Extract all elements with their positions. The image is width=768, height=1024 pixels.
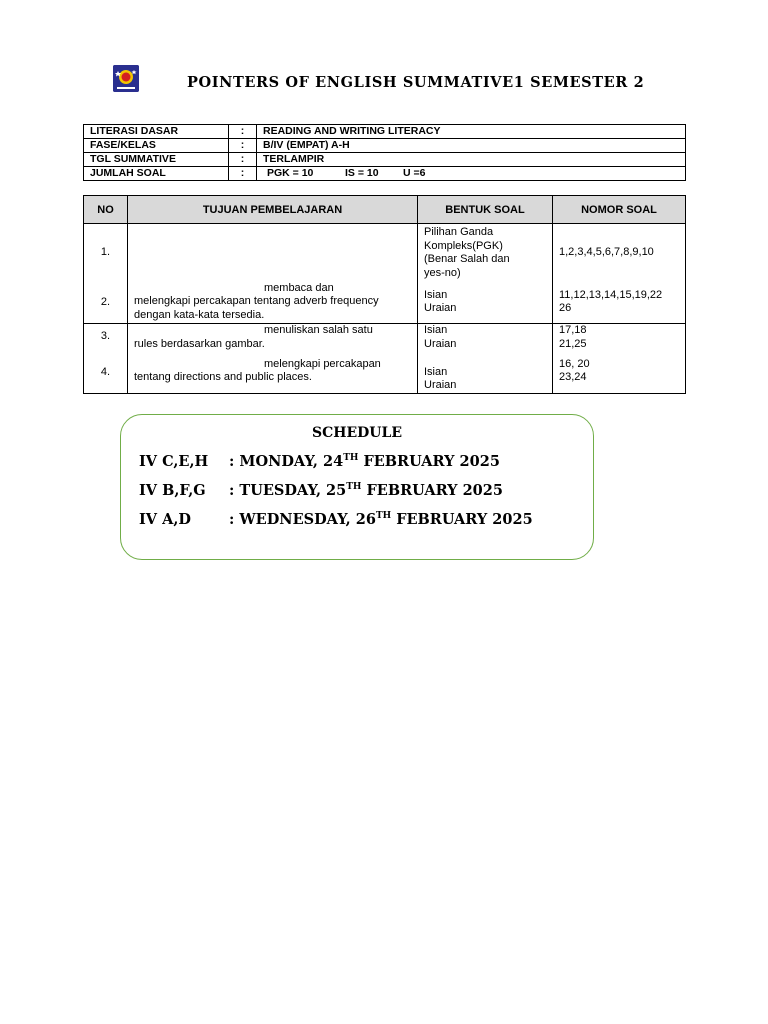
row-goal bbox=[128, 282, 418, 324]
goal-lead: melengkapi percakapan bbox=[264, 357, 381, 370]
row-numbers bbox=[553, 358, 686, 394]
header-numbers: NOMOR SOAL bbox=[553, 196, 686, 224]
row-goal bbox=[128, 324, 418, 358]
schedule-title: SCHEDULE bbox=[311, 425, 402, 441]
info-colon: : bbox=[229, 167, 257, 181]
schedule-class: IV B,F,G bbox=[139, 482, 206, 499]
goal-rest: melengkapi percakapan tentang adverb frequency dengan kata-kata tersedia. bbox=[134, 295, 379, 321]
schedule-item bbox=[139, 482, 503, 499]
numbers-line: 26 bbox=[559, 302, 572, 315]
row-numbers bbox=[553, 224, 686, 282]
schedule-date-sup: TH bbox=[343, 453, 359, 464]
row-no: 3. bbox=[84, 324, 128, 358]
info-value bbox=[257, 167, 686, 181]
numbers-line: 21,25 bbox=[559, 337, 587, 350]
info-colon: : bbox=[229, 139, 257, 153]
schedule-class: IV A,D bbox=[139, 511, 191, 528]
learning-goals-table bbox=[83, 195, 686, 394]
form-line: Isian bbox=[424, 365, 448, 378]
schedule-date-prefix: : TUESDAY, 25 bbox=[229, 482, 347, 499]
page-title: POINTERS OF ENGLISH SUMMATIVE1 SEMESTER 2 bbox=[187, 74, 645, 91]
header-no: NO bbox=[84, 196, 128, 224]
row-goal bbox=[128, 358, 418, 394]
schedule-date-prefix: : WEDNESDAY, 26 bbox=[229, 511, 376, 528]
form-line: Isian bbox=[424, 288, 448, 301]
row-numbers bbox=[553, 324, 686, 358]
row-no: 1. bbox=[84, 224, 128, 282]
table-row bbox=[84, 282, 686, 324]
info-row bbox=[84, 139, 686, 153]
row-form bbox=[418, 358, 553, 394]
row-no: 4. bbox=[84, 358, 128, 394]
row-form bbox=[418, 324, 553, 358]
info-value: READING AND WRITING LITERACY bbox=[257, 125, 686, 139]
pgk-count: PGK = 10 bbox=[267, 167, 314, 179]
is-count: IS = 10 bbox=[345, 167, 379, 179]
form-line: Pilihan Ganda bbox=[424, 226, 494, 238]
form-line: Uraian bbox=[424, 379, 457, 391]
schedule-date-suffix: FEBRUARY 2025 bbox=[358, 453, 500, 470]
info-row bbox=[84, 125, 686, 139]
row-form bbox=[418, 282, 553, 324]
schedule-date-sup: TH bbox=[375, 511, 392, 522]
table-row bbox=[84, 358, 686, 394]
info-colon: : bbox=[229, 125, 257, 139]
header-form: BENTUK SOAL bbox=[418, 196, 553, 224]
u-count: U =6 bbox=[403, 167, 426, 179]
info-label: LITERASI DASAR bbox=[84, 125, 229, 139]
form-line: Uraian bbox=[424, 337, 457, 350]
schedule-class: IV C,E,H bbox=[139, 453, 209, 470]
row-form bbox=[418, 224, 553, 282]
goal-lead: membaca dan bbox=[264, 281, 334, 294]
goal-lead: menuliskan salah satu bbox=[264, 324, 373, 336]
goal-rest: rules berdasarkan gambar. bbox=[134, 337, 265, 350]
info-label: TGL SUMMATIVE bbox=[84, 153, 229, 167]
schedule-date-suffix: FEBRUARY 2025 bbox=[391, 511, 533, 528]
numbers-line: 1,2,3,4,5,6,7,8,9,10 bbox=[559, 246, 654, 258]
form-line: Isian bbox=[424, 324, 448, 336]
form-line: yes-no) bbox=[424, 266, 461, 279]
info-label: FASE/KELAS bbox=[84, 139, 229, 153]
goal-rest: tentang directions and public places. bbox=[134, 371, 312, 383]
info-value: TERLAMPIR bbox=[257, 153, 686, 167]
row-numbers bbox=[553, 282, 686, 324]
info-colon: : bbox=[229, 153, 257, 167]
table-row bbox=[84, 324, 686, 358]
form-line: Kompleks(PGK) bbox=[424, 239, 503, 252]
schedule-item bbox=[139, 453, 500, 470]
schedule-date-sup: TH bbox=[346, 482, 362, 493]
info-row bbox=[84, 167, 686, 181]
info-table bbox=[83, 124, 686, 181]
form-line: (Benar Salah dan bbox=[424, 253, 510, 265]
schedule-date-suffix: FEBRUARY 2025 bbox=[361, 482, 503, 499]
header-goal: TUJUAN PEMBELAJARAN bbox=[128, 196, 418, 224]
form-line: Uraian bbox=[424, 302, 457, 315]
numbers-line: 17,18 bbox=[559, 324, 587, 336]
table-header-row bbox=[84, 196, 686, 224]
schedule-item bbox=[139, 511, 533, 528]
info-row bbox=[84, 153, 686, 167]
numbers-line: 16, 20 bbox=[559, 357, 590, 370]
info-value: B/IV (EMPAT) A-H bbox=[257, 139, 686, 153]
numbers-line: 23,24 bbox=[559, 371, 587, 383]
info-label: JUMLAH SOAL bbox=[84, 167, 229, 181]
table-row bbox=[84, 224, 686, 282]
schedule-date-prefix: : MONDAY, 24 bbox=[229, 453, 344, 470]
row-goal bbox=[128, 224, 418, 282]
schedule-box bbox=[120, 414, 594, 560]
row-no: 2. bbox=[84, 282, 128, 324]
school-logo-icon bbox=[113, 65, 139, 92]
numbers-line: 11,12,13,14,15,19,22 bbox=[559, 288, 663, 301]
